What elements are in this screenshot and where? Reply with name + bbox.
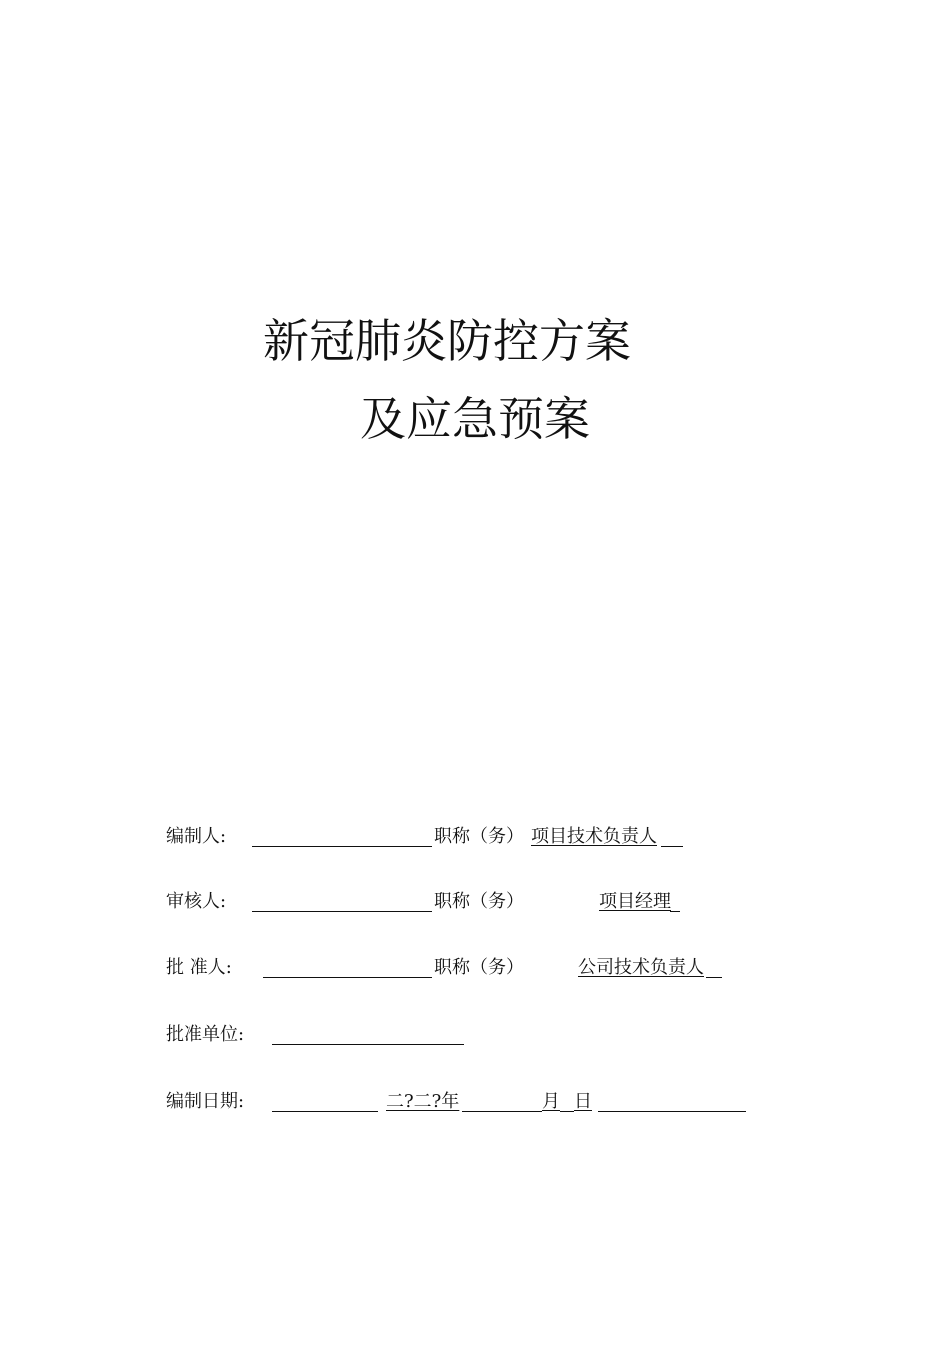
compiler-name-blank [252, 846, 432, 847]
date-trailing-blank [598, 1111, 746, 1112]
document-title-line-1: 新冠肺炎防控方案 [263, 314, 631, 368]
date-row [166, 1090, 766, 1114]
date-label: 编制日期: [166, 1091, 245, 1112]
reviewer-row [166, 890, 766, 914]
date-leading-blank [272, 1111, 378, 1112]
date-month-day-gap [560, 1111, 574, 1112]
approver-title-value: 公司技术负责人 [578, 957, 704, 978]
approver-title-label: 职称（务） [434, 957, 524, 978]
approving-unit-row [166, 1023, 486, 1047]
approving-unit-label: 批准单位: [166, 1024, 245, 1045]
document-title-line-2: 及应急预案 [360, 392, 590, 446]
approver-title-value-underline-pad [706, 977, 722, 978]
compiler-label: 编制人: [166, 826, 227, 847]
reviewer-title-label: 职称（务） [434, 891, 524, 912]
date-day: 日 [574, 1091, 592, 1112]
date-year-month-gap [462, 1111, 542, 1112]
date-year: 二?二?年 [386, 1091, 460, 1112]
compiler-title-value-underline-pad [661, 846, 683, 847]
date-month: 月 [542, 1091, 560, 1112]
approver-label: 批 准人: [166, 957, 232, 978]
reviewer-title-value: 项目经理 [599, 891, 671, 912]
reviewer-title-value-underline-pad [670, 911, 680, 912]
compiler-title-label: 职称（务） [434, 826, 524, 847]
approver-row [166, 956, 786, 980]
compiler-row [166, 825, 766, 849]
compiler-title-value: 项目技术负责人 [531, 826, 657, 847]
reviewer-label: 审核人: [166, 891, 227, 912]
reviewer-name-blank [252, 911, 432, 912]
approving-unit-blank [272, 1044, 464, 1045]
approver-name-blank [263, 977, 432, 978]
